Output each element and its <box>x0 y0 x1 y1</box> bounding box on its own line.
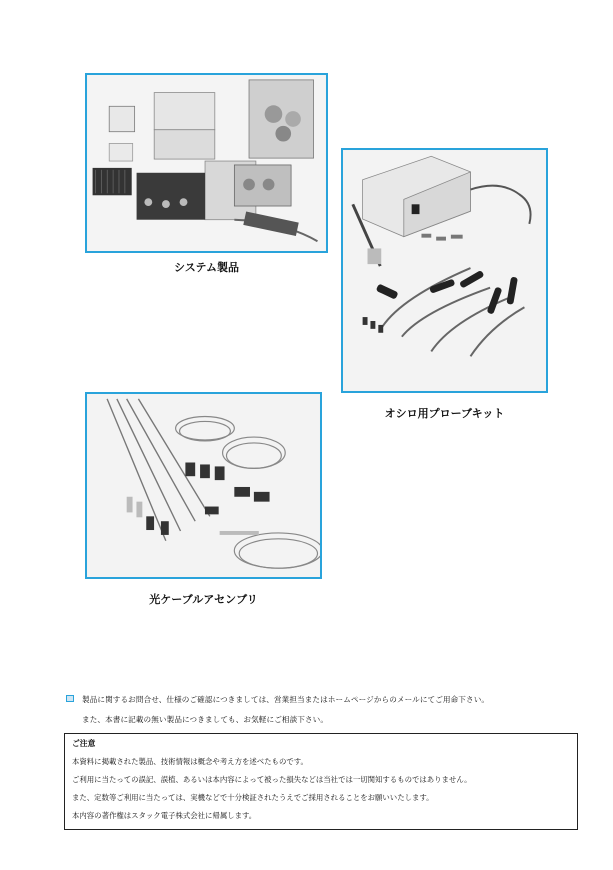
system-products-image <box>87 75 326 251</box>
disclaimer-title: ご注意 <box>72 739 96 748</box>
disclaimer-line: 本資料に掲載された製品、技術情報は概念や考え方を述べたものです。 <box>72 757 308 766</box>
disclaimer-line: また、定数等ご利用に当たっては、実機などで十分検証されたうえでご採用されることをお願いいたします。 <box>72 793 434 802</box>
disclaimer-box <box>64 733 578 830</box>
system-products-photo <box>85 73 328 253</box>
probe-kit-caption: オシロ用プローブキット <box>384 407 505 420</box>
optical-cable-image <box>87 394 320 577</box>
notice-line-1: 製品に関するお問合せ、仕様のご確認につきましては、営業担当またはホームページからのメールにてご用命下さい。 <box>82 695 490 704</box>
optical-cable-photo <box>85 392 322 579</box>
disclaimer-line: 本内容の著作権はスタック電子株式会社に帰属します。 <box>72 811 257 820</box>
system-products-caption: システム製品 <box>174 261 239 274</box>
probe-kit-photo <box>341 148 548 393</box>
probe-kit-image <box>343 150 546 391</box>
notice-line-2: また、本書に記載の無い製品につきましても、お気軽にご相談下さい。 <box>82 715 329 724</box>
optical-cable-caption: 光ケーブルアセンブリ <box>149 593 258 606</box>
notice-bullet-icon <box>66 695 74 702</box>
disclaimer-line: ご利用に当たっての誤記、誤植、あるいは本内容によって被った損失などは当社では一切関知するものではありません。 <box>72 775 472 784</box>
